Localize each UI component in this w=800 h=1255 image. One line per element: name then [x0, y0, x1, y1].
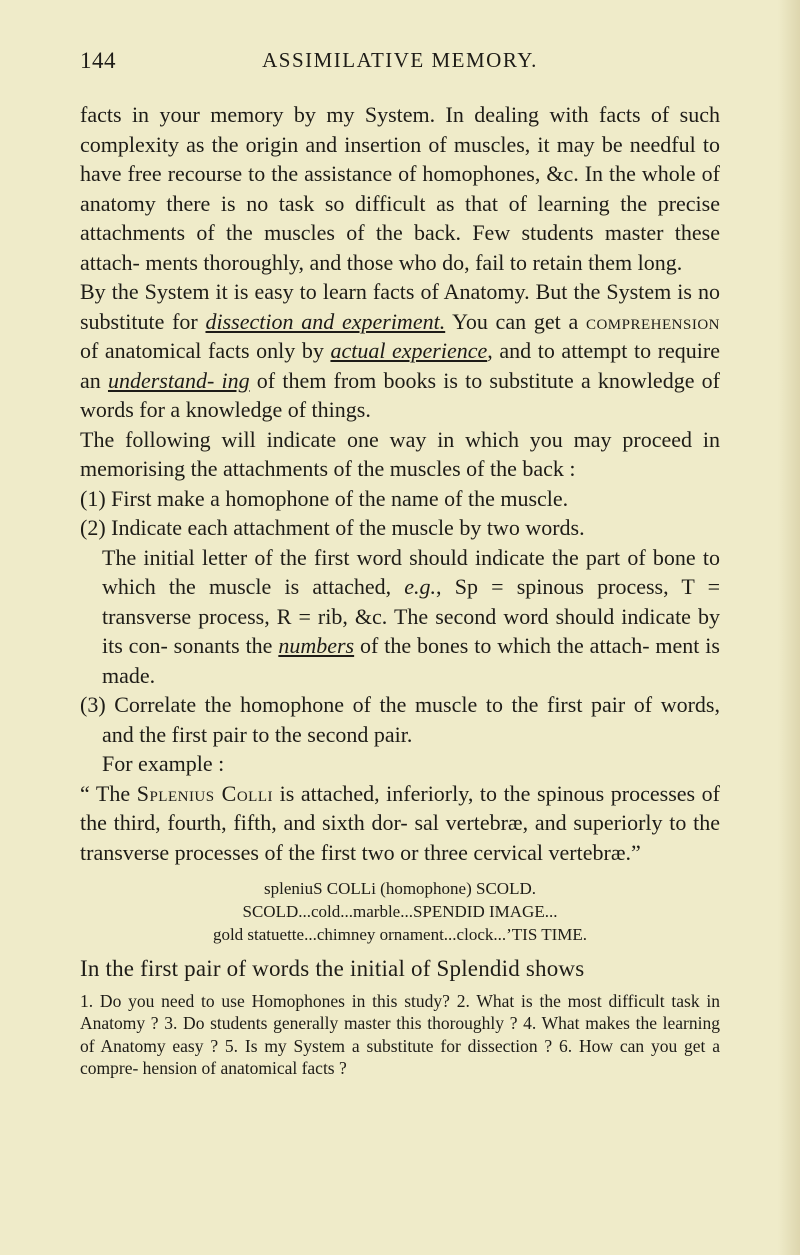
small-caps-comprehension: comprehension — [585, 308, 720, 334]
list-item-1: (1) First make a homophone of the name of the muscle. — [80, 485, 569, 511]
mnemonic-chain — [80, 877, 720, 946]
list-item-3: (3) Correlate the homophone of the muscle to the first pair of words, and the first pair to the second pair. — [80, 692, 720, 747]
text-run: , and to attempt to require an — [80, 338, 720, 393]
mnemonic-line: gold statuette...chimney ornament...clock...’TIS TIME. — [212, 925, 588, 944]
emphasis-eg: e.g. — [404, 574, 437, 599]
text-run: is attached, inferiorly, to the spinous processes of the third, fourth, fifth, and sixth dor- sal vertebræ, and superiorly to the transverse processes of the first two or three cervical vertebræ.” — [80, 780, 721, 865]
page-body — [80, 100, 720, 1080]
text-run: of them from books is to substitute a knowledge of words for a knowledge of things. — [80, 367, 720, 422]
page-edge — [778, 0, 800, 1255]
page-number: 144 — [80, 48, 116, 73]
emphasis-actual-experience: actual experience — [330, 338, 488, 363]
text-run: of anatomical facts only by — [80, 338, 331, 363]
paragraph-system — [80, 277, 720, 425]
list-item-2-detail — [80, 543, 720, 691]
paragraph-following: The following will indicate one way in which you may proceed in memorising the attachments of the muscles of the back : — [80, 426, 720, 481]
text-run: “ The — [80, 780, 137, 806]
text-run: By the System it is easy to learn facts of Anatomy. But the System is no substitute for — [80, 279, 720, 334]
running-title: ASSIMILATIVE MEMORY. — [262, 48, 538, 72]
lead-line: In the first pair of words the initial of Splendid shows — [80, 956, 585, 981]
small-caps-splenius-colli: Splenius Colli — [136, 780, 274, 806]
paragraph-intro: facts in your memory by my System. In dealing with facts of such complexity as the origin and insertion of muscles, it may be needful to have free recourse to the assistance of homophones, &c. In the whole of anatomy there is no task so difficult as that of learning the precise attachments of the muscles of the back. Few students master these attach- ments thoroughly, and those who do, fail to retain them long. — [80, 102, 720, 275]
page-header — [80, 48, 720, 84]
text-run: You can get a — [445, 308, 586, 334]
mnemonic-line: spleniuS COLLi (homophone) SCOLD. — [264, 879, 536, 898]
emphasis-understanding: understand- ing — [107, 367, 250, 393]
text-run: The initial letter of the first word should indicate the part of bone to which the muscle is attached, — [102, 544, 720, 599]
review-questions: 1. Do you need to use Homophones in this study? 2. What is the most difficult task in Anatomy ? 3. Do students generally master this thoroughly ? 4. What makes the learning of Anatomy easy ? 5. Is my System a substitute for dissection ? 6. How can you get a compre- hension of anatomical facts ? — [80, 990, 720, 1078]
mnemonic-line: SCOLD...cold...marble...SPENDID IMAGE... — [242, 902, 558, 921]
emphasis-numbers: numbers — [278, 633, 355, 658]
quote-splenius — [80, 779, 720, 868]
emphasis-dissection: dissection and experiment. — [205, 308, 446, 334]
list-item-2: (2) Indicate each attachment of the muscle by two words. — [80, 515, 585, 540]
text-run: , Sp = spinous process, T = transverse process, R = rib, &c. The second word should indicate by its con- sonants the — [102, 574, 720, 658]
text-run: of the bones to which the attach- ment is made. — [102, 633, 720, 688]
example-intro: For example : — [102, 751, 225, 776]
